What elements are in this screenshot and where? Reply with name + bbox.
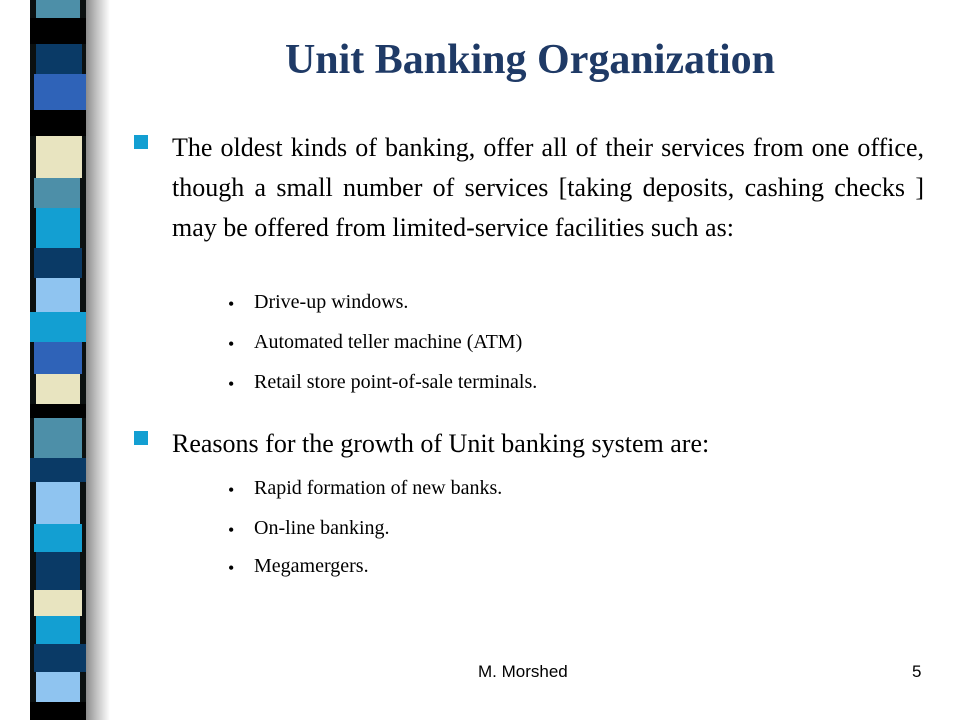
dot-bullet-icon: • (228, 480, 235, 500)
strip-block (30, 110, 86, 136)
sub-bullet-text: Megamergers. (254, 555, 369, 577)
sub-bullet-item (228, 514, 928, 544)
dot-bullet-icon: • (228, 520, 235, 540)
strip-block (30, 404, 86, 418)
sub-bullet-item (228, 328, 928, 358)
sub-bullet-text: Retail store point-of-sale terminals. (254, 371, 538, 393)
dot-bullet-icon: • (228, 374, 235, 394)
strip-block (34, 590, 82, 616)
strip-block (34, 524, 82, 552)
bullet-item (134, 424, 924, 468)
strip-block (34, 342, 82, 374)
sub-bullet-text: Drive-up windows. (254, 291, 409, 313)
strip-block (36, 672, 80, 702)
strip-block (36, 44, 82, 74)
strip-block (36, 482, 80, 524)
square-bullet-icon (134, 135, 148, 149)
sub-bullet-item (228, 288, 928, 318)
bullet-item (134, 128, 924, 288)
sub-bullet-item (228, 474, 928, 504)
strip-block (36, 208, 80, 248)
strip-block (36, 0, 80, 18)
strip-block (36, 616, 80, 644)
strip-block (30, 18, 86, 44)
strip-block (34, 418, 82, 458)
sub-bullet-text: Rapid formation of new banks. (254, 477, 503, 499)
strip-block (30, 458, 86, 482)
sub-bullet-text: Automated teller machine (ATM) (254, 331, 523, 353)
strip-shadow (86, 0, 110, 720)
strip-block (30, 702, 86, 720)
strip-block (36, 374, 80, 404)
slide-title: Unit Banking Organization (284, 37, 776, 83)
strip-block (34, 74, 86, 110)
footer-author: M. Morshed (478, 662, 568, 681)
strip-block (34, 178, 80, 208)
dot-bullet-icon: • (228, 334, 235, 354)
sub-bullet-item (228, 368, 928, 398)
sub-bullet-item (228, 552, 928, 582)
strip-block (34, 248, 82, 278)
page-number: 5 (912, 662, 922, 681)
dot-bullet-icon: • (228, 558, 235, 578)
strip-block (36, 278, 80, 312)
bullet-text: Reasons for the growth of Unit banking system are: (172, 429, 710, 458)
strip-block (36, 552, 80, 590)
sub-bullet-text: On-line banking. (254, 517, 390, 539)
square-bullet-icon (134, 431, 148, 445)
strip-block (34, 644, 86, 672)
decorative-strip (30, 0, 86, 720)
strip-block (36, 136, 82, 178)
strip-block (30, 312, 86, 342)
bullet-text: The oldest kinds of banking, offer all of their services from one office, though a small number of services [taking deposits, cashing checks ] may be offered from limited-service facilities such as: (172, 133, 924, 242)
dot-bullet-icon: • (228, 294, 235, 314)
